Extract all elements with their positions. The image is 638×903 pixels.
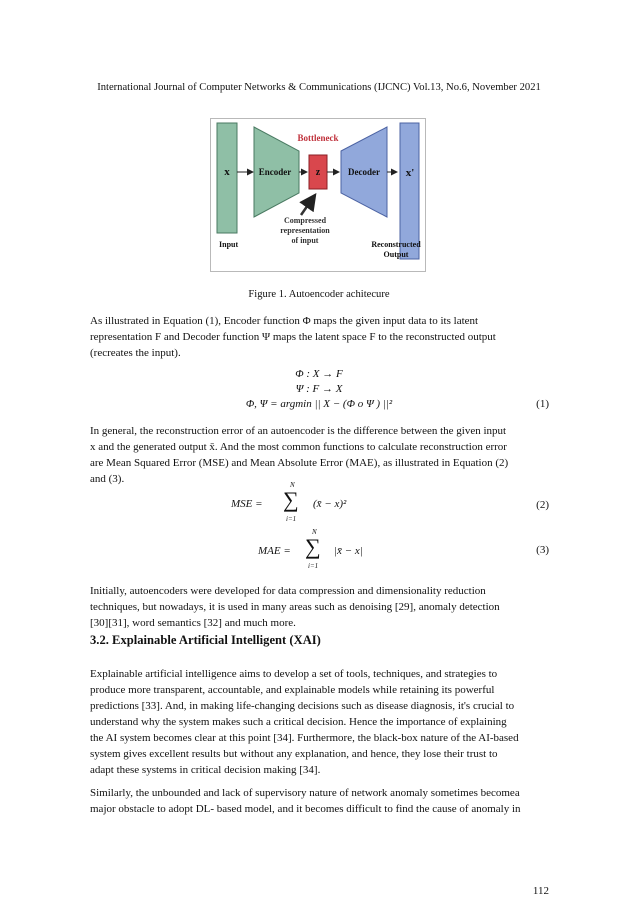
text-line: understand why the system makes such a critical decision. Hence the importance of explaining [90,716,507,728]
mae-sum-symbol: ∑ [305,534,321,559]
equation-3-number: (3) [536,544,549,556]
input-caption: Input [219,240,239,249]
paragraph-network-anomaly [90,785,549,817]
input-x-label: x [224,166,230,178]
bottleneck-label: Bottleneck [297,133,339,143]
mae-lhs: MAE = [258,545,291,557]
equation-1-line-1: Φ : X → F [295,368,343,380]
paragraph-xai [90,666,549,778]
mae-sum-upper: N [312,528,317,536]
text-line: Similarly, the unbounded and lack of supervisory nature of network anomaly sometimes becomea [90,787,520,799]
page-number: 112 [532,885,549,897]
compressed-label-3: of input [291,236,319,245]
text-line: In general, the reconstruction error of an autoencoder is the difference between the given input [90,425,507,437]
decoder-label: Decoder [348,167,380,177]
mse-lhs: MSE = [231,498,263,510]
output-x-prime-label: x' [405,167,415,179]
equation-1-number: (1) [536,398,549,410]
equation-3 [258,528,398,572]
text-line: major obstacle to adopt DL- based model, and it becomes difficult to find the cause of anomaly in [90,803,521,815]
mse-body: (x̄ − x)² [313,498,347,510]
text-line: As illustrated in Equation (1), Encoder function Φ maps the given input data to its latent [90,315,479,327]
autoencoder-diagram [211,119,425,271]
autoencoder-figure [210,118,426,272]
mae-body: |x̄ − x| [334,545,363,557]
equation-1-line-2: Ψ : F → X [295,383,343,395]
text-line: produce more transparent, accountable, and explainable models while retaining its powerful [90,684,495,696]
text-line: system gives excellent results but without any explanation, and hence, they lose their trust to [90,748,498,760]
compressed-label-1: Compressed [283,216,327,225]
compressed-arrow [301,195,315,215]
compressed-label-2: representation [280,226,330,235]
reconstructed-caption-2: Output [383,250,409,259]
mse-sum-upper: N [290,481,295,489]
text-line: techniques, but nowadays, it is used in many areas such as denoising [29], anomaly detection [90,601,500,613]
mae-sum-lower: i=1 [308,562,319,570]
encoder-label: Encoder [258,167,292,177]
journal-header: International Journal of Computer Networks & Communications (IJCNC) Vol.13, No.6, November 2021 [97,82,541,93]
equation-2-number: (2) [536,499,549,511]
text-line: are Mean Squared Error (MSE) and Mean Absolute Error (MAE), as illustrated in Equation (2) [90,457,509,469]
z-label: z [315,167,321,178]
section-title: 3.2. Explainable Artificial Intelligent (XAI) [90,633,321,647]
input-bar [217,123,237,233]
text-line: adapt these systems in critical decision making [34]. [90,764,321,776]
figure-caption: Figure 1. Autoencoder achitecure [248,289,390,300]
output-bar [400,123,419,259]
mse-sum-symbol: ∑ [283,487,299,512]
text-line: Explainable artificial intelligence aims to develop a set of tools, techniques, and strategies to [90,668,498,680]
text-line: x and the generated output x̄. And the most common functions to calculate reconstruction error [90,441,507,453]
reconstructed-caption-1: Reconstructed [371,240,421,249]
mse-sum-lower: i=1 [286,515,297,523]
text-line: [30][31], word semantics [32] and much more. [90,617,296,629]
text-line: predictions [33]. And, in making life-changing decisions such as disease diagnosis, it's crucial to [90,700,515,712]
text-line: the AI system becomes clear at this point [34]. Furthermore, the black-box nature of the AI-based [90,732,519,744]
paragraph-reconstruction-error [90,423,549,487]
equation-1-line-3: Φ, Ψ = argmin || X − (Φ o Ψ ) ||² [245,398,393,410]
text-line: and (3). [90,473,125,485]
paragraph-encoder-decoder [90,313,549,361]
equation-2 [231,481,391,525]
text-line: representation F and Decoder function Ψ maps the latent space F to the reconstructed output [90,331,496,343]
text-line: Initially, autoencoders were developed for data compression and dimensionality reduction [90,585,486,597]
text-line: (recreates the input). [90,347,181,359]
paragraph-autoencoder-uses [90,583,549,631]
